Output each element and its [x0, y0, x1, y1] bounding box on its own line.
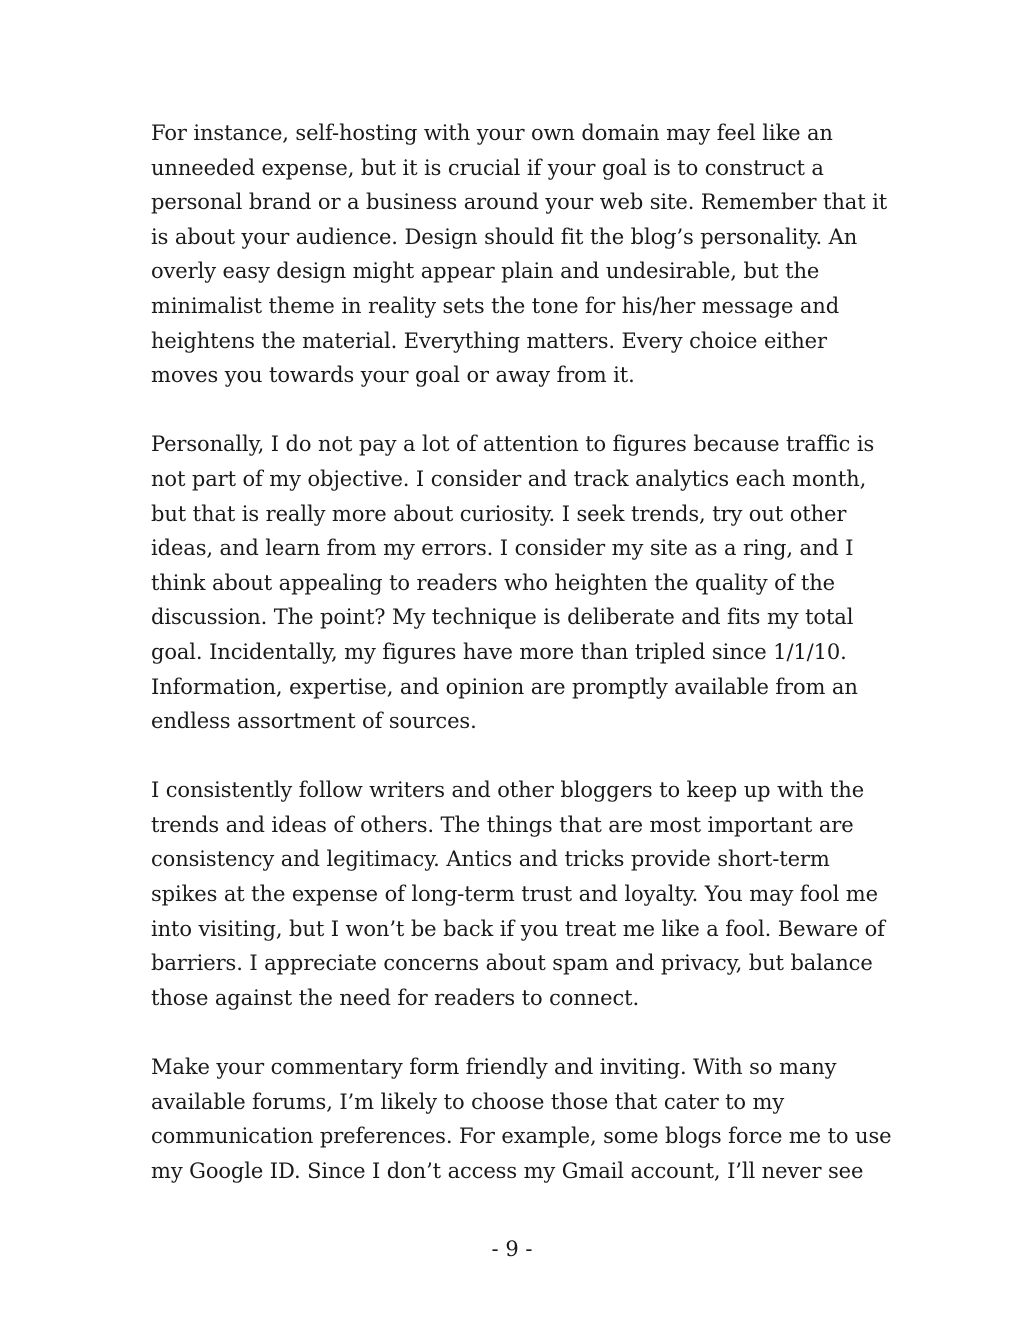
text-line: I consistently follow writers and other bloggers to keep up with the — [151, 778, 865, 803]
text-line: into visiting, but I won’t be back if you treat me like a fool. Beware of — [151, 916, 885, 941]
text-line: discussion. The point? My technique is deliberate and fits my total — [151, 605, 854, 630]
text-line: personal brand or a business around your web site. Remember that it — [151, 190, 888, 215]
text-line: moves you towards your goal or away from it. — [151, 363, 635, 388]
text-line: goal. Incidentally, my figures have more than tripled since 1/1/10. — [151, 639, 847, 664]
text-line: endless assortment of sources. — [151, 709, 477, 734]
text-line: heightens the material. Everything matters. Every choice either — [151, 328, 827, 353]
paragraph — [151, 116, 888, 393]
text-line: For instance, self-hosting with your own domain may feel like an — [151, 121, 833, 145]
paragraph — [151, 773, 885, 1015]
paragraph — [151, 427, 876, 738]
text-line: those against the need for readers to connect. — [151, 985, 640, 1010]
text-line: minimalist theme in reality sets the tone for his/her message and — [151, 293, 840, 318]
text-line: unneeded expense, but it is crucial if your goal is to construct a — [151, 155, 824, 180]
text-line: Information, expertise, and opinion are promptly available from an — [151, 674, 858, 699]
text-line: barriers. I appreciate concerns about spam and privacy, but balance — [151, 951, 873, 976]
text-line: trends and ideas of others. The things that are most important are — [151, 812, 854, 837]
text-line: my Google ID. Since I don’t access my Gmail account, I’ll never see — [151, 1158, 864, 1183]
text-line: overly easy design might appear plain and undesirable, but the — [151, 259, 820, 284]
text-line: communication preferences. For example, some blogs force me to use — [151, 1124, 892, 1149]
paragraph — [151, 1050, 892, 1188]
text-line: available forums, I’m likely to choose those that cater to my — [151, 1089, 785, 1114]
text-line: ideas, and learn from my errors. I consider my site as a ring, and I — [151, 536, 854, 561]
text-line: spikes at the expense of long-term trust and loyalty. You may fool me — [151, 882, 878, 907]
text-line: Make your commentary form friendly and inviting. With so many — [151, 1055, 837, 1080]
text-line: think about appealing to readers who heighten the quality of the — [151, 570, 835, 595]
text-line: Personally, I do not pay a lot of attention to figures because traffic is — [151, 432, 875, 457]
text-line: not part of my objective. I consider and track analytics each month, — [151, 466, 867, 491]
text-line: consistency and legitimacy. Antics and tricks provide short-term — [151, 847, 830, 872]
page-number: - 9 - — [491, 1237, 533, 1261]
text-line: but that is really more about curiosity. I seek trends, try out other — [151, 501, 847, 526]
text-line: is about your audience. Design should fit the blog’s personality. An — [151, 224, 858, 249]
body-text — [151, 116, 892, 1223]
